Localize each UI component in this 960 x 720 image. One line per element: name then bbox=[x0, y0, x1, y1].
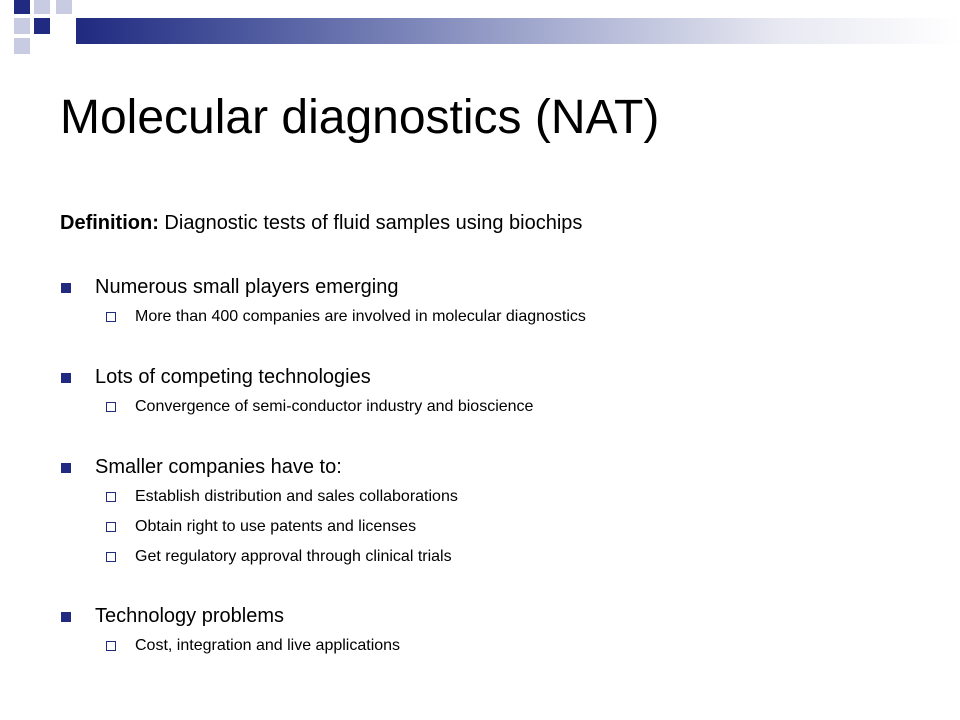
sub-bullet-marker bbox=[106, 641, 116, 651]
sub-bullet-item: Get regulatory approval through clinical trials bbox=[135, 548, 452, 565]
definition-label: Definition: bbox=[60, 212, 159, 234]
bullet-marker bbox=[61, 612, 71, 622]
bullet-item: Numerous small players emerging bbox=[95, 276, 399, 298]
slide-title: Molecular diagnostics (NAT) bbox=[60, 91, 660, 144]
sub-bullet-item: Establish distribution and sales collaborations bbox=[135, 488, 458, 505]
sub-bullet-item: Convergence of semi-conductor industry and bioscience bbox=[135, 398, 534, 415]
decor-square bbox=[34, 18, 50, 34]
decor-square bbox=[56, 0, 72, 14]
bullet-item: Lots of competing technologies bbox=[95, 366, 371, 388]
bullet-marker bbox=[61, 463, 71, 473]
bullet-item: Smaller companies have to: bbox=[95, 456, 342, 478]
sub-bullet-marker bbox=[106, 312, 116, 322]
sub-bullet-marker bbox=[106, 402, 116, 412]
header-gradient-bar bbox=[76, 18, 960, 44]
decor-square bbox=[14, 0, 30, 14]
sub-bullet-marker bbox=[106, 552, 116, 562]
definition-line bbox=[60, 210, 582, 236]
sub-bullet-item: More than 400 companies are involved in molecular diagnostics bbox=[135, 308, 586, 325]
sub-bullet-item: Cost, integration and live applications bbox=[135, 637, 401, 654]
decor-square bbox=[14, 38, 30, 54]
bullet-item: Technology problems bbox=[95, 605, 284, 627]
definition-text: Diagnostic tests of fluid samples using biochips bbox=[158, 212, 583, 234]
bullet-marker bbox=[61, 373, 71, 383]
sub-bullet-marker bbox=[106, 522, 116, 532]
decor-square bbox=[14, 18, 30, 34]
decor-square bbox=[34, 0, 50, 14]
sub-bullet-item: Obtain right to use patents and licenses bbox=[135, 518, 417, 535]
sub-bullet-marker bbox=[106, 492, 116, 502]
bullet-marker bbox=[61, 283, 71, 293]
